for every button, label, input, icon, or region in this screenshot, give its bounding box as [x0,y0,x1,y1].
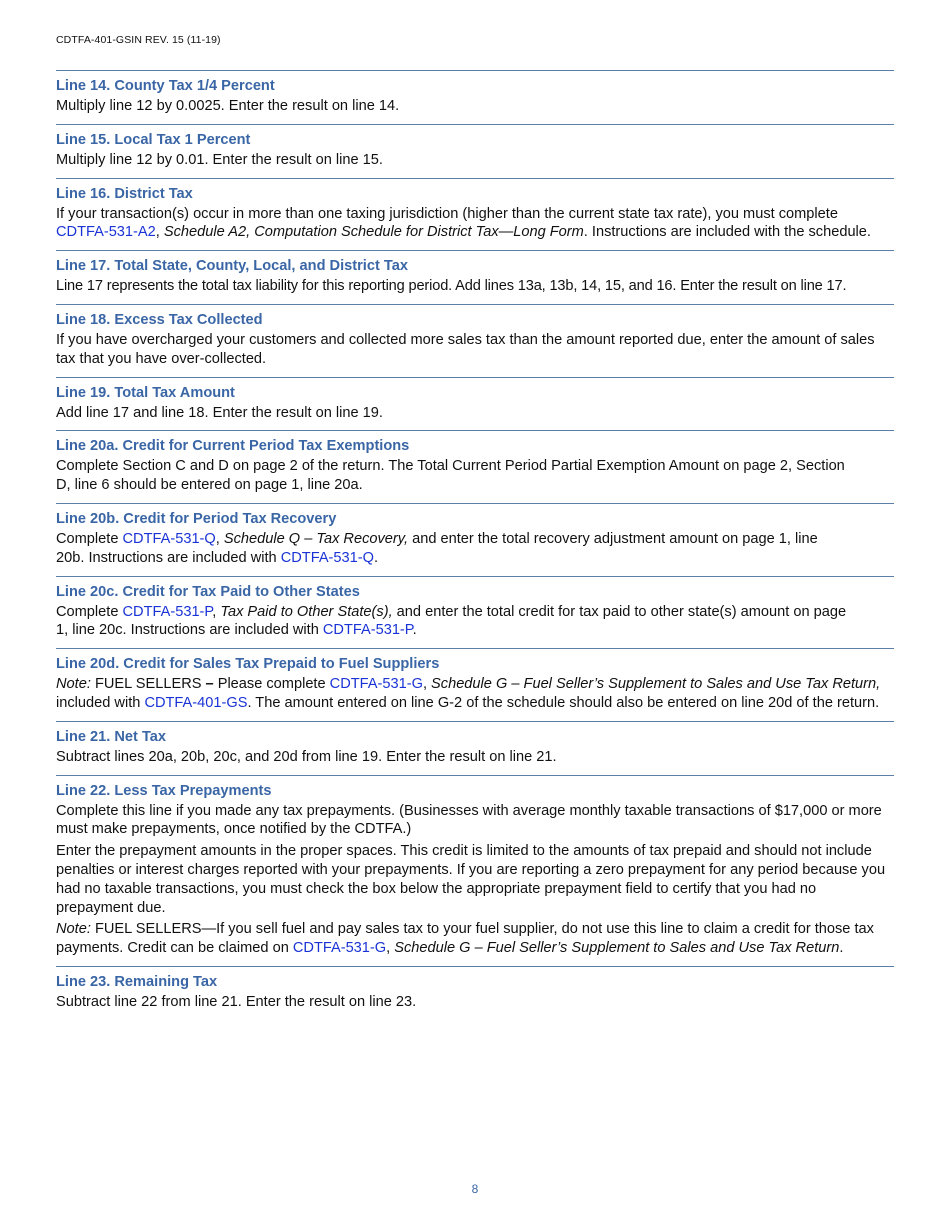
heading-line-22: Line 22. Less Tax Prepayments [56,782,272,799]
text: , [215,530,224,547]
heading-line-20d: Line 20d. Credit for Sales Tax Prepaid to Fuel Suppliers [56,656,440,673]
body-line-22-p1: Complete this line if you made any tax prepayments. (Businesses with average monthly taxable transactions of $17,000 or more must make prepayments, once notified by the CDTFA.) [56,802,882,838]
heading-line-18: Line 18. Excess Tax Collected [56,311,263,328]
section-line-19 [56,377,894,431]
body-line-14: Multiply line 12 by 0.0025. Enter the result on line 14. [56,98,400,114]
link-cdtfa-401-gs[interactable]: CDTFA-401-GS [144,694,248,711]
text: , [212,603,221,620]
section-line-17 [56,250,894,304]
section-line-21 [56,721,894,775]
page-number: 8 [471,1182,479,1196]
section-line-23 [56,966,894,1020]
text: Complete [56,603,123,620]
section-line-22 [56,775,894,966]
body-line-17: Line 17 represents the total tax liability for this reporting period. Add lines 13a, 13b, 14, 15, and 16. Enter the result on line 17. [56,278,847,295]
text: and enter the total credit for tax paid to other state(s) amount on page 1, line 20c. Instructions are included with [56,603,847,639]
form-title-italic: Schedule G – Fuel Seller’s Supplement to Sales and Use Tax Return, [431,676,881,693]
section-line-15 [56,124,894,178]
heading-line-23: Line 23. Remaining Tax [56,973,218,990]
form-title-italic: Schedule Q – Tax Recovery, [223,530,409,547]
link-cdtfa-531-g[interactable]: CDTFA-531-G [292,940,387,957]
text: . Instructions are included with the schedule. [583,224,871,241]
heading-line-17: Line 17. Total State, County, Local, and District Tax [56,258,408,275]
body-line-18: If you have overcharged your customers and collected more sales tax than the amount reported due, enter the amount of sales tax that you have over-collected. [56,331,875,367]
section-line-18 [56,304,894,377]
text: FUEL SELLERS—If you sell fuel and pay sales tax to your fuel supplier, do not use this line to claim a credit for those tax payments. Credit can be claimed on [56,921,874,957]
form-title-italic: Tax Paid to Other State(s), [220,603,393,620]
text: If your transaction(s) occur in more than one taxing jurisdiction (higher than the current state tax rate), you must complete [56,205,838,222]
heading-line-14: Line 14. County Tax 1/4 Percent [56,78,275,94]
link-cdtfa-531-q[interactable]: CDTFA-531-Q [122,530,216,547]
section-line-16 [56,178,894,251]
text: FUEL SELLERS [90,676,206,693]
section-line-14 [56,70,894,124]
heading-line-15: Line 15. Local Tax 1 Percent [56,131,251,148]
heading-line-16: Line 16. District Tax [56,185,193,202]
heading-line-20a: Line 20a. Credit for Current Period Tax Exemptions [56,438,410,455]
text: included with [56,694,145,711]
link-cdtfa-531-q[interactable]: CDTFA-531-Q [280,549,374,566]
section-line-20b [56,503,894,576]
section-line-20d [56,648,894,721]
heading-line-20b: Line 20b. Credit for Period Tax Recovery [56,510,337,527]
link-cdtfa-531-p[interactable]: CDTFA-531-P [122,603,213,620]
body-line-20d [56,675,894,713]
body-line-16 [56,205,894,243]
body-line-21: Subtract lines 20a, 20b, 20c, and 20d from line 19. Enter the result on line 21. [56,748,557,765]
form-id: CDTFA-401-GSIN REV. 15 (11-19) [56,34,221,46]
text: Complete [56,530,123,547]
heading-line-20c: Line 20c. Credit for Tax Paid to Other States [56,583,360,600]
section-line-20c [56,576,894,649]
text: , [155,224,164,241]
section-line-20a [56,430,894,503]
text: , [422,676,432,693]
form-title-italic: Schedule G – Fuel Seller’s Supplement to Sales and Use Tax Return [394,940,840,957]
body-line-19: Add line 17 and line 18. Enter the result on line 19. [56,404,383,421]
link-cdtfa-531-p[interactable]: CDTFA-531-P [322,622,413,639]
text: Please complete [213,676,330,693]
body-line-20c [56,603,848,641]
body-line-22-note [56,920,894,958]
heading-line-19: Line 19. Total Tax Amount [56,384,235,401]
body-line-22-p2: Enter the prepayment amounts in the proper spaces. This credit is limited to the amounts of tax prepaid and should not include penalties or interest charges reported with your prepayments. If you are reporting a zero prepayment for any period because you had no taxable transactions, you must check the box below the appropriate prepayment field to certify that you had no prepayment due. [56,843,886,916]
link-cdtfa-531-g[interactable]: CDTFA-531-G [329,676,423,693]
text: and enter the total recovery adjustment amount on page 1, line 20b. Instructions are included with [56,530,818,566]
body-line-20a: Complete Section C and D on page 2 of the return. The Total Current Period Partial Exemption Amount on page 2, Section D, line 6 should be entered on page 1, line 20a. [56,458,845,494]
note-label: Note: [56,676,91,693]
link-cdtfa-531-a2[interactable]: CDTFA-531-A2 [56,224,156,241]
dash: – [205,676,214,693]
body-line-20b [56,530,846,568]
body-line-15: Multiply line 12 by 0.01. Enter the result on line 15. [56,151,383,168]
instructions-content [56,70,894,1020]
note-label: Note: [56,921,91,938]
text: . [412,622,417,639]
text: , [386,940,395,957]
form-title-italic: Schedule A2, Computation Schedule for District Tax—Long Form [163,224,584,241]
text: . The amount entered on line G-2 of the schedule should also be entered on line 20d of the return. [247,694,880,711]
text: . [839,940,844,957]
heading-line-21: Line 21. Net Tax [56,728,167,745]
body-line-23: Subtract line 22 from line 21. Enter the result on line 23. [56,993,417,1010]
text: . [373,549,379,566]
